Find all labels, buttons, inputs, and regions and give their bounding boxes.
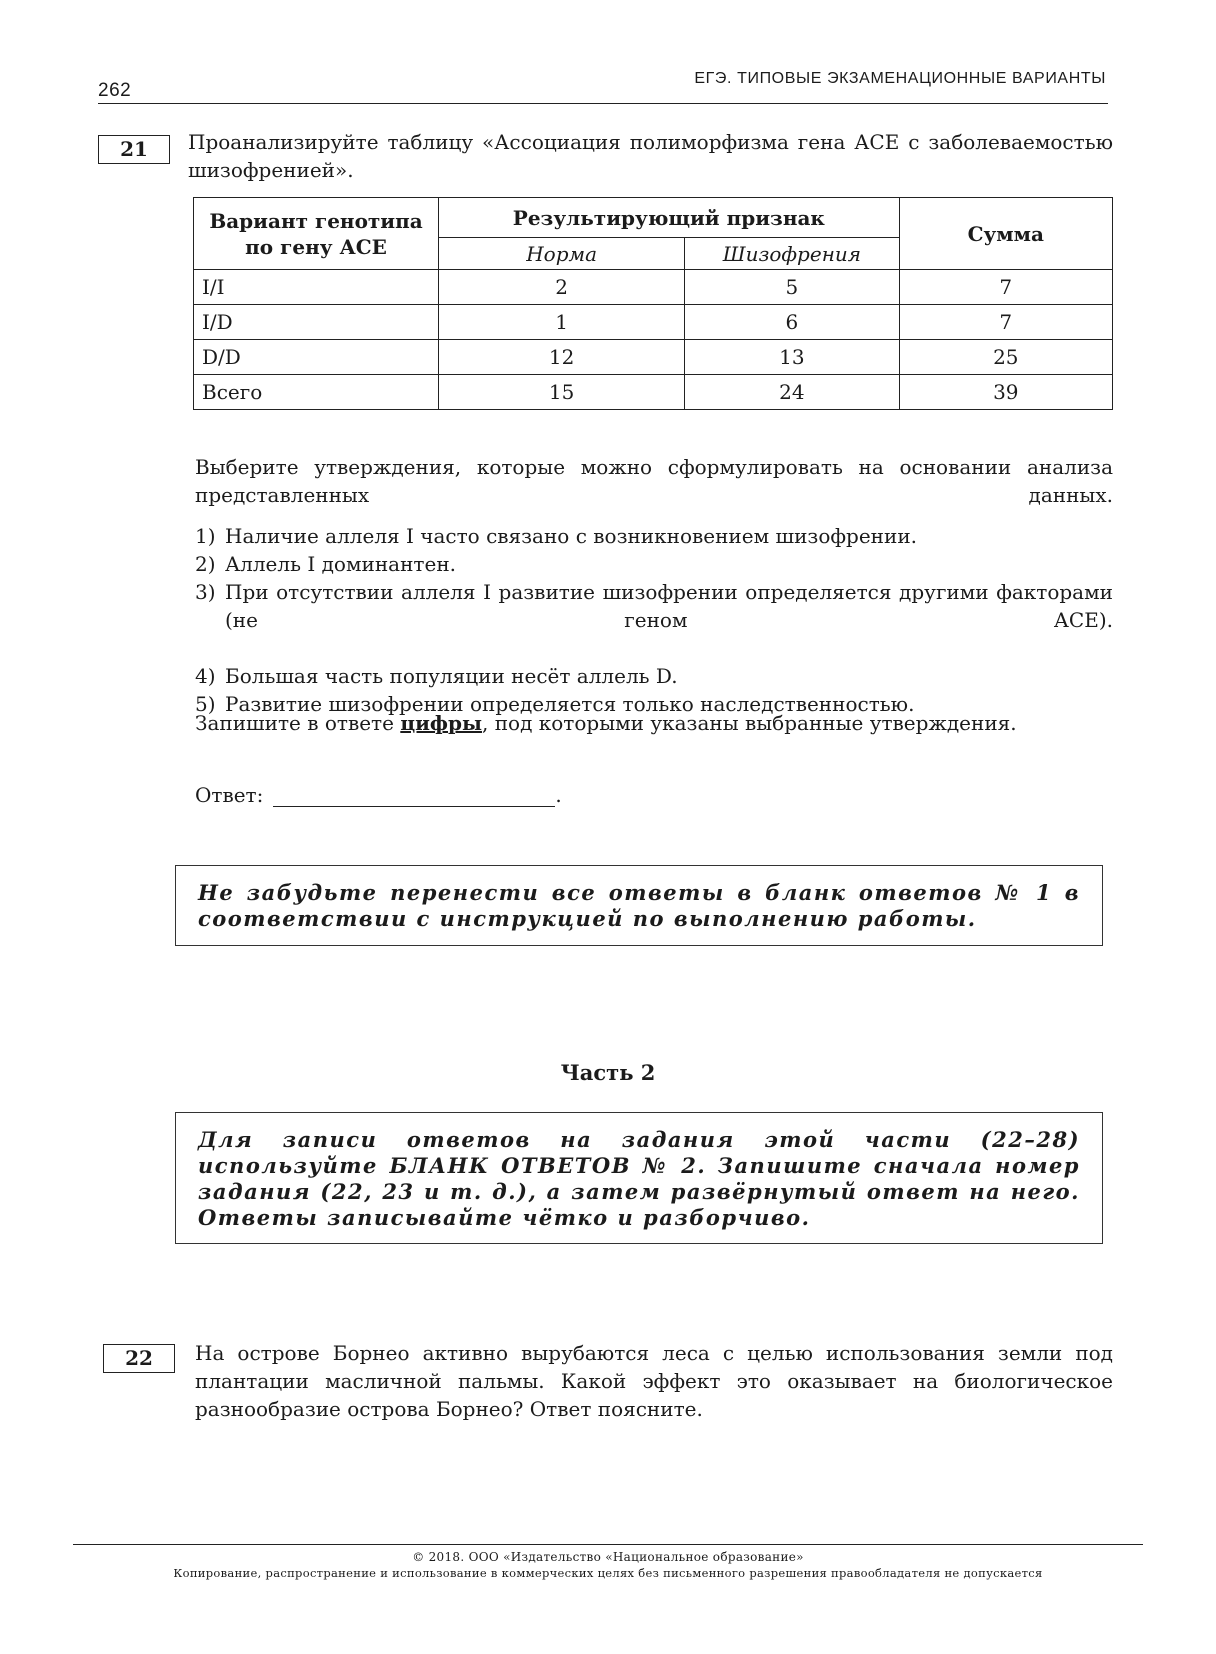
- list-item: [195, 550, 1113, 578]
- part-2-title: Часть 2: [560, 1060, 656, 1085]
- instruction-text: Запишите в ответе: [195, 711, 401, 735]
- statement-text: При отсутствии аллеля I развитие шизофрении определяется другими факторами (не геном АСЕ).: [225, 580, 1113, 632]
- row-label: Всего: [194, 375, 439, 410]
- cell-sum: 25: [899, 340, 1112, 375]
- cell-norm: 12: [439, 340, 685, 375]
- association-table: [193, 197, 1113, 410]
- reminder-box: [175, 865, 1103, 946]
- statements-list: [195, 522, 1113, 718]
- cell-schizo: 24: [685, 375, 899, 410]
- task-21-intro: Проанализируйте таблицу «Ассоциация полиморфизма гена АСЕ с заболеваемостью шизофренией».: [188, 130, 1113, 182]
- task-21-question: Выберите утверждения, которые можно сформулировать на основании анализа представленных данных.: [195, 455, 1113, 507]
- list-item: [195, 662, 1113, 690]
- answer-row: [195, 783, 562, 807]
- row-label: I/D: [194, 305, 439, 340]
- instruction-emphasis: цифры: [400, 711, 482, 735]
- row-label: I/I: [194, 270, 439, 305]
- instruction-text: , под которыми указаны выбранные утверждения.: [482, 711, 1017, 735]
- answer-label: Ответ:: [195, 783, 264, 807]
- part-2-instructions-box: [175, 1112, 1103, 1244]
- statement-number: 5): [195, 692, 216, 716]
- list-item: [195, 578, 1113, 662]
- reminder-text: Не забудьте перенести все ответы в бланк ответов № 1 в соответствии с инструкцией по выполнению работы.: [198, 880, 1080, 931]
- table-row: [194, 340, 1113, 375]
- statement-text: Аллель I доминантен.: [225, 552, 457, 576]
- statement-number: 3): [195, 580, 216, 604]
- footer-rule: [73, 1544, 1143, 1545]
- cell-sum: 7: [899, 270, 1112, 305]
- col-genotype-header: Вариант генотипа по гену АСЕ: [194, 198, 439, 270]
- table-row: [194, 305, 1113, 340]
- table-row: [194, 375, 1113, 410]
- cell-sum: 39: [899, 375, 1112, 410]
- statement-number: 2): [195, 552, 216, 576]
- cell-schizo: 5: [685, 270, 899, 305]
- col-schizo-header: Шизофрения: [685, 238, 899, 270]
- header-rule: [98, 103, 1108, 104]
- running-header-title: ЕГЭ. ТИПОВЫЕ ЭКЗАМЕНАЦИОННЫЕ ВАРИАНТЫ: [694, 70, 1106, 87]
- footer-notice: Копирование, распространение и использование в коммерческих целях без письменного разрешения правообладателя не допускается: [173, 1566, 1043, 1580]
- cell-schizo: 6: [685, 305, 899, 340]
- footer-copyright: © 2018. ООО «Издательство «Национальное образование»: [412, 1550, 804, 1564]
- statement-text: Наличие аллеля I часто связано с возникновением шизофрении.: [225, 524, 918, 548]
- table-row: [194, 270, 1113, 305]
- task-number-box-22: 22: [103, 1344, 175, 1373]
- statement-text: Развитие шизофрении определяется только наследственностью.: [225, 692, 915, 716]
- answer-line[interactable]: [273, 786, 555, 807]
- col-norm-header: Норма: [439, 238, 685, 270]
- statement-text: Большая часть популяции несёт аллель D.: [225, 664, 678, 688]
- cell-norm: 2: [439, 270, 685, 305]
- answer-instruction: [195, 711, 1113, 735]
- task-number-box-21: 21: [98, 135, 170, 164]
- cell-schizo: 13: [685, 340, 899, 375]
- statement-number: 1): [195, 524, 216, 548]
- col-sum-header: Сумма: [899, 198, 1112, 270]
- col-result-header: Результирующий признак: [439, 198, 900, 238]
- task-22-text: На острове Борнео активно вырубаются леса с целью использования земли под плантации масличной пальмы. Какой эффект это оказывает на биологическое разнообразие острова Борнео? Ответ поясните.: [195, 1341, 1113, 1421]
- row-label: D/D: [194, 340, 439, 375]
- statement-number: 4): [195, 664, 216, 688]
- answer-end: .: [555, 783, 562, 807]
- part-2-instructions-text: Для записи ответов на задания этой части (22–28) используйте БЛАНК ОТВЕТОВ № 2. Запишите сначала номер задания (22, 23 и т. д.), а затем развёрнутый ответ на него. Ответы записывайте чётко и разборчиво.: [198, 1127, 1080, 1230]
- cell-norm: 1: [439, 305, 685, 340]
- cell-sum: 7: [899, 305, 1112, 340]
- page-number: 262: [98, 80, 132, 101]
- cell-norm: 15: [439, 375, 685, 410]
- list-item: [195, 522, 1113, 550]
